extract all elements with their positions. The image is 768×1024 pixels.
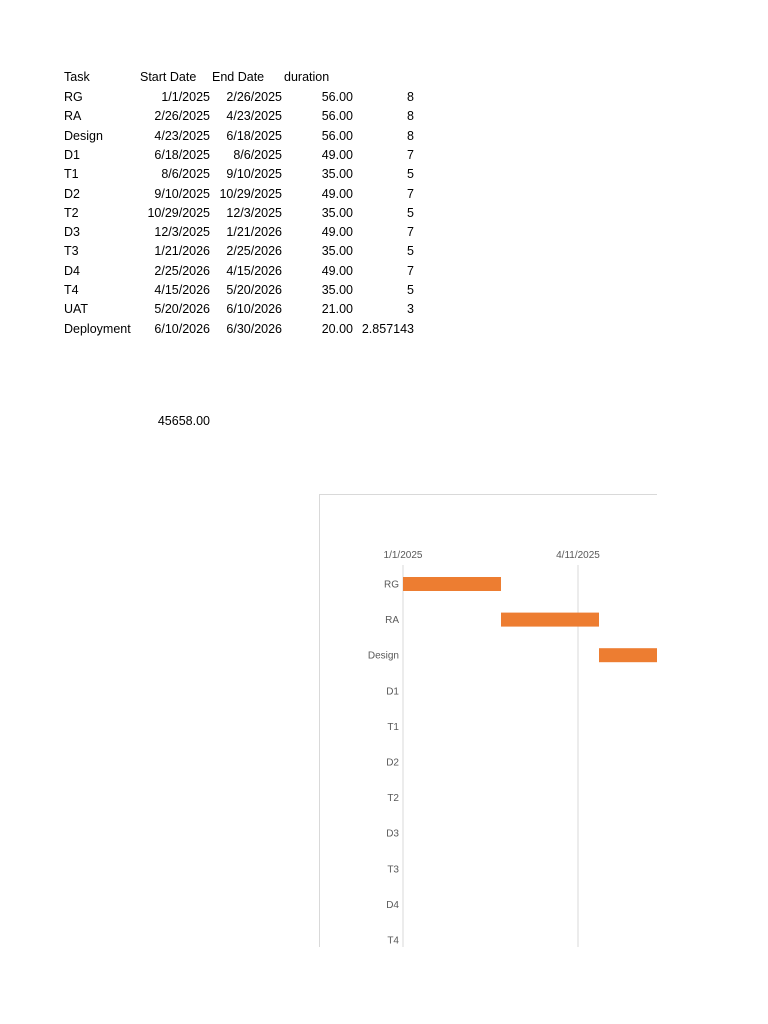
- cell-end-date[interactable]: 9/10/2025: [226, 167, 282, 182]
- cell-end-date[interactable]: 4/23/2025: [226, 109, 282, 124]
- cell-duration[interactable]: 56.00: [321, 128, 353, 143]
- cell-duration[interactable]: 56.00: [321, 90, 353, 104]
- standalone-value-cell[interactable]: 45658.00: [157, 414, 210, 428]
- header-start-date[interactable]: Start Date: [140, 70, 197, 84]
- gantt-chart-svg: [320, 495, 657, 947]
- gantt-bar-design[interactable]: [599, 648, 657, 662]
- cell-duration[interactable]: 35.00: [321, 167, 353, 182]
- cell-duration[interactable]: 21.00: [321, 302, 353, 317]
- cell-extra[interactable]: 7: [407, 147, 414, 162]
- cell-start-date[interactable]: 12/3/2025: [154, 225, 210, 240]
- cell-task[interactable]: Deployment: [64, 321, 131, 336]
- cell-duration[interactable]: 49.00: [321, 263, 353, 278]
- gantt-chart[interactable]: [319, 494, 657, 947]
- y-tick-label: RA: [385, 615, 399, 627]
- cell-end-date[interactable]: 6/30/2026: [226, 321, 282, 336]
- header-task[interactable]: Task: [64, 70, 90, 84]
- cell-end-date[interactable]: 1/21/2026: [226, 225, 282, 240]
- x-tick-label: 1/1/2025: [383, 550, 423, 561]
- cell-start-date[interactable]: 8/6/2025: [161, 167, 210, 182]
- cell-start-date[interactable]: 4/23/2025: [154, 128, 210, 143]
- cell-extra[interactable]: 7: [407, 186, 414, 201]
- header-end-date[interactable]: End Date: [212, 70, 265, 84]
- y-tick-label: D3: [386, 828, 399, 840]
- cell-extra[interactable]: 5: [407, 205, 414, 220]
- cell-start-date[interactable]: 9/10/2025: [154, 186, 210, 201]
- cell-extra[interactable]: 2.857143: [361, 321, 414, 336]
- cell-extra[interactable]: 8: [407, 128, 414, 143]
- x-tick-label: 4/11/2025: [556, 550, 600, 561]
- cell-extra[interactable]: 7: [407, 225, 414, 240]
- cell-start-date[interactable]: 1/21/2026: [154, 244, 210, 259]
- cell-start-date[interactable]: 6/10/2026: [154, 321, 210, 336]
- cell-duration[interactable]: 35.00: [321, 244, 353, 259]
- cell-extra[interactable]: 5: [407, 283, 414, 297]
- cell-end-date[interactable]: 4/15/2026: [226, 263, 282, 278]
- cell-end-date[interactable]: 6/18/2025: [226, 128, 282, 143]
- cell-extra[interactable]: 5: [407, 244, 414, 259]
- cell-task[interactable]: D2: [64, 186, 80, 201]
- cell-end-date[interactable]: 2/25/2026: [226, 244, 282, 259]
- y-tick-label: D1: [386, 686, 399, 698]
- y-tick-label: D4: [386, 899, 399, 911]
- cell-end-date[interactable]: 10/29/2025: [219, 186, 282, 201]
- y-tick-label: T3: [387, 864, 399, 876]
- header-duration[interactable]: duration: [284, 70, 330, 84]
- cell-task[interactable]: Design: [64, 128, 103, 143]
- y-tick-label: T4: [387, 935, 399, 947]
- cell-task[interactable]: RG: [64, 90, 83, 104]
- cell-duration[interactable]: 49.00: [321, 186, 353, 201]
- cell-task[interactable]: T1: [64, 167, 79, 182]
- y-tick-label: T1: [387, 721, 399, 733]
- cell-duration[interactable]: 49.00: [321, 147, 353, 162]
- cell-task[interactable]: D4: [64, 263, 80, 278]
- cell-task[interactable]: RA: [64, 109, 82, 124]
- cell-end-date[interactable]: 12/3/2025: [226, 205, 282, 220]
- cell-task[interactable]: T2: [64, 205, 79, 220]
- cell-task[interactable]: T4: [64, 283, 79, 297]
- y-tick-label: RG: [384, 579, 399, 591]
- cell-extra[interactable]: 3: [407, 302, 414, 317]
- cell-start-date[interactable]: 10/29/2025: [147, 205, 210, 220]
- cell-duration[interactable]: 49.00: [321, 225, 353, 240]
- cell-extra[interactable]: 7: [407, 263, 414, 278]
- cell-end-date[interactable]: 8/6/2025: [233, 147, 282, 162]
- cell-start-date[interactable]: 4/15/2026: [154, 283, 210, 297]
- gantt-bar-rg[interactable]: [403, 577, 501, 591]
- gantt-bar-ra[interactable]: [501, 613, 599, 627]
- cell-start-date[interactable]: 5/20/2026: [154, 302, 210, 317]
- cell-task[interactable]: T3: [64, 244, 79, 259]
- cell-duration[interactable]: 35.00: [321, 283, 353, 297]
- y-tick-label: Design: [367, 650, 399, 662]
- cell-start-date[interactable]: 1/1/2025: [161, 90, 210, 104]
- y-tick-label: T2: [387, 793, 399, 805]
- cell-task[interactable]: D1: [64, 147, 80, 162]
- cell-start-date[interactable]: 6/18/2025: [154, 147, 210, 162]
- cell-start-date[interactable]: 2/25/2026: [154, 263, 210, 278]
- y-tick-label: D2: [386, 757, 399, 769]
- cell-task[interactable]: UAT: [64, 302, 89, 317]
- cell-duration[interactable]: 56.00: [321, 109, 353, 124]
- cell-extra[interactable]: 8: [407, 109, 414, 124]
- cell-end-date[interactable]: 2/26/2025: [226, 90, 282, 104]
- cell-extra[interactable]: 5: [407, 167, 414, 182]
- cell-end-date[interactable]: 6/10/2026: [226, 302, 282, 317]
- cell-end-date[interactable]: 5/20/2026: [226, 283, 282, 297]
- cell-duration[interactable]: 35.00: [321, 205, 353, 220]
- cell-task[interactable]: D3: [64, 225, 80, 240]
- cell-extra[interactable]: 8: [407, 90, 414, 104]
- cell-start-date[interactable]: 2/26/2025: [154, 109, 210, 124]
- cell-duration[interactable]: 20.00: [321, 321, 353, 336]
